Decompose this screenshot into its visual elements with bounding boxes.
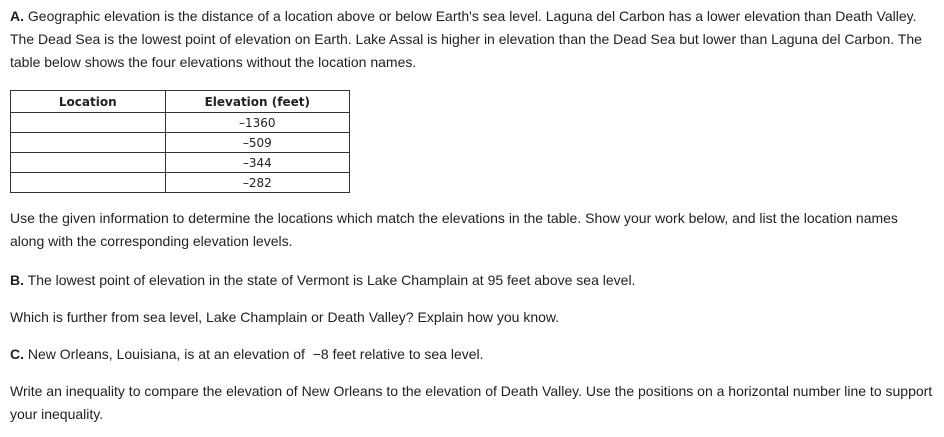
part-b-label: B. (10, 272, 24, 288)
location-cell (11, 113, 166, 133)
table-row (11, 133, 350, 153)
use-info-paragraph: Use the given information to determine the locations which match the elevations in the table. Show your work below, and list the location names along with the corresponding elevation levels. (10, 210, 898, 249)
table-header-row (11, 91, 350, 113)
elevation-cell: –1360 (165, 113, 349, 133)
location-cell (11, 153, 166, 173)
location-column-header: Location (11, 91, 166, 113)
part-b-text: The lowest point of elevation in the state of Vermont is Lake Champlain at 95 feet above sea level. (24, 272, 636, 288)
part-a-text: Geographic elevation is the distance of a location above or below Earth's sea level. Laguna del Carbon has a lower elevation than Death Valley. The Dead Sea is the lowest point of elevation on Earth. Lake Assal is higher in elevation than the Dead Sea but lower than Laguna del Carbon. The table below shows the four elevations without the location names. (10, 8, 922, 70)
elevation-cell: –509 (165, 133, 349, 153)
part-b-paragraph (10, 269, 934, 292)
part-a-label: A. (10, 8, 24, 24)
worksheet (10, 5, 934, 426)
part-c-label: C. (10, 346, 24, 362)
elevation-cell: –344 (165, 153, 349, 173)
part-c-paragraph (10, 343, 934, 366)
part-a-paragraph (10, 5, 934, 74)
table-row (11, 113, 350, 133)
elevation-column-header: Elevation (feet) (165, 91, 349, 113)
location-cell (11, 133, 166, 153)
inequality-question-paragraph: Write an inequality to compare the elevation of New Orleans to the elevation of Death Valley. Use the positions on a horizontal number line to support your inequality. (10, 383, 933, 422)
which-question-paragraph: Which is further from sea level, Lake Champlain or Death Valley? Explain how you know. (10, 309, 560, 325)
table-row (11, 173, 350, 193)
elevation-table (10, 90, 350, 193)
table-row (11, 153, 350, 173)
location-cell (11, 173, 166, 193)
part-c-text: New Orleans, Louisiana, is at an elevation of −8 feet relative to sea level. (24, 346, 484, 362)
elevation-cell: –282 (165, 173, 349, 193)
